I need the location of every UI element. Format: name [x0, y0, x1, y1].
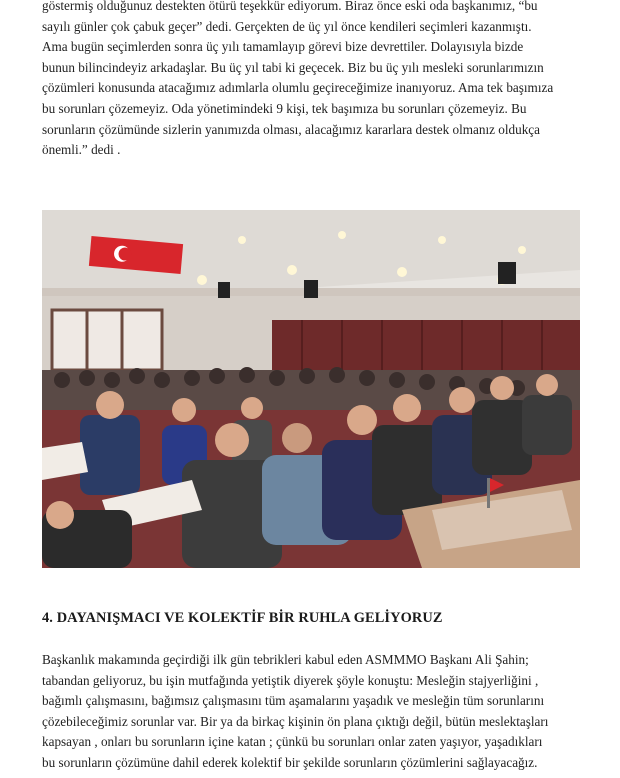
paragraph-line: bu sorunları çözemeyiz. Oda yönetimindeki 9 kişi, tek başımıza bu sorunları çözemeyiz. Bu	[42, 100, 527, 116]
paragraph-line: sorunların çözümünde sizlerin yanımızda olması, alacağımız kararlara destek olmanız oldukça	[42, 121, 541, 137]
paragraph-line: göstermiş olduğunuz destekten ötürü teşekkür ediyorum. Biraz önce eski oda başkanımız, “bu	[42, 0, 538, 13]
paragraph-line: bunun bilincindeyiz arkadaşlar. Bu üç yıl tabi ki geçecek. Biz bu üç yılı mesleki sorunlarımızın	[42, 59, 544, 75]
paragraph-line: bu sorunların çözümüne dahil ederek kolektif bir şekilde sorunların çözümlerini sağlayacağız.	[42, 754, 538, 770]
paragraph-line: bağımlı çalışmasını, bağımsız çalışmasını tüm aşamalarını yaşadık ve mesleğin tüm sorunlarını	[42, 693, 545, 709]
paragraph-bottom	[42, 650, 582, 774]
paragraph-top	[42, 0, 582, 161]
conference-hall-photo	[42, 210, 580, 568]
paragraph-line: çözümleri konusunda atacağımız adımlarla olumlu geçireceğimize inanıyoruz. Ama tek başımıza	[42, 80, 554, 96]
paragraph-line: tabandan geliyoruz, bu işin mutfağında yetiştik diyerek şöyle konuştu: Mesleğin stajyerliğini ,	[42, 672, 539, 688]
paragraph-line: önemli.” dedi .	[42, 142, 121, 158]
paragraph-line: Başkanlık makamında geçirdiği ilk gün tebrikleri kabul eden ASMMMO Başkanı Ali Şahin;	[42, 652, 529, 667]
paragraph-line: kapsayan , onları bu sorunların içine katan ; çünkü bu sorunları onlar zaten yaşıyor, yaşadıkları	[42, 734, 543, 750]
paragraph-line: sayılı günler çok çabuk geçer” dedi. Gerçekten de üç yıl önce kendileri seçimleri kazanmıştı.	[42, 18, 532, 34]
paragraph-line: çözebileceğimiz sorunlar var. Bir ya da birkaç kişinin ön plana çıktığı değil, bütün meslektaşları	[42, 713, 549, 729]
section-heading: 4. DAYANIŞMACI VE KOLEKTİF BİR RUHLA GELİYORUZ	[42, 610, 443, 626]
paragraph-line: Ama bugün seçimlerden sonra üç yılı tamamlayıp görevi bize devrettiler. Dolayısıyla bizde	[42, 39, 524, 55]
